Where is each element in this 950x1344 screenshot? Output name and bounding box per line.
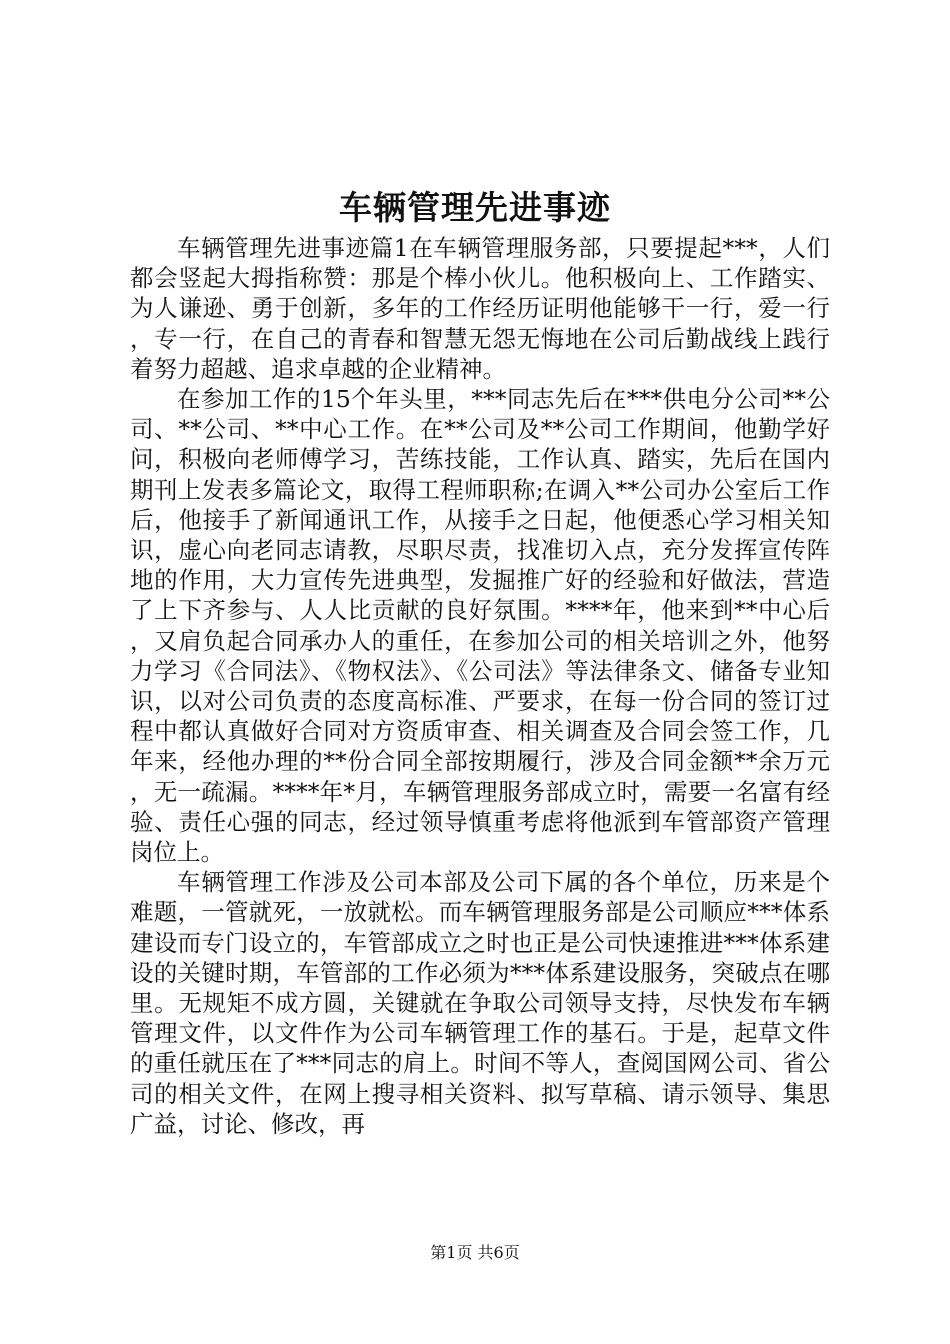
page-footer: 第1页 共6页 bbox=[430, 1243, 520, 1262]
paragraph: 在参加工作的15个年头里，***同志先后在***供电分公司**公司、**公司、**中心工作。在**公司及**公司工作期间，他勤学好问，积极向老师傅学习，苦练技能，工作认真、踏实，先后在国内期刊上发表多篇论文，取得工程师职称;在调入**公司办公室后工作后，他接手了新闻通讯工作，从接手之日起，他便悉心学习相关知识，虚心向老同志请教，尽职尽责，找准切入点，充分发挥宣传阵地的作用，大力宣传先进典型，发掘推广好的经验和好做法，营造了上下齐参与、人人比贡献的良好氛围。****年，他来到**中心后，又肩负起合同承办人的重任，在参加公司的相关培训之外，他努力学习《合同法》、《物权法》、《公司法》等法律条文、储备专业知识，以对公司负责的态度高标准、严要求，在每一份合同的签订过程中都认真做好合同对方资质审查、相关调查及合同会签工作，几年来，经他办理的**份合同全部按期履行，涉及合同金额**余万元，无一疏漏。****年*月，车辆管理服务部成立时，需要一名富有经验、责任心强的同志，经过领导慎重考虑将他派到车管部资产管理岗位上。 bbox=[130, 385, 830, 867]
paragraph: 车辆管理先进事迹篇1在车辆管理服务部，只要提起***，人们都会竖起大拇指称赞：那是个棒小伙儿。他积极向上、工作踏实、为人谦逊、勇于创新，多年的工作经历证明他能够干一行，爱一行，专一行，在自己的青春和智慧无怨无悔地在公司后勤战线上践行着努力超越、追求卓越的企业精神。 bbox=[130, 234, 830, 383]
document-title: 车辆管理先进事迹 bbox=[339, 188, 611, 227]
document-body bbox=[130, 233, 830, 1139]
paragraph: 车辆管理工作涉及公司本部及公司下属的各个单位，历来是个难题，一管就死，一放就松。而车辆管理服务部是公司顺应***体系建设而专门设立的，车管部成立之时也正是公司快速推进***体系建设的关键时期，车管部的工作必须为***体系建设服务，突破点在哪里。无规矩不成方圆，关键就在争取公司领导支持，尽快发布车辆管理文件，以文件作为公司车辆管理工作的基石。于是，起草文件的重任就压在了***同志的肩上。时间不等人，查阅国网公司、省公司的相关文件，在网上搜寻相关资料、拟写草稿、请示领导、集思广益，讨论、修改，再 bbox=[130, 868, 830, 1138]
